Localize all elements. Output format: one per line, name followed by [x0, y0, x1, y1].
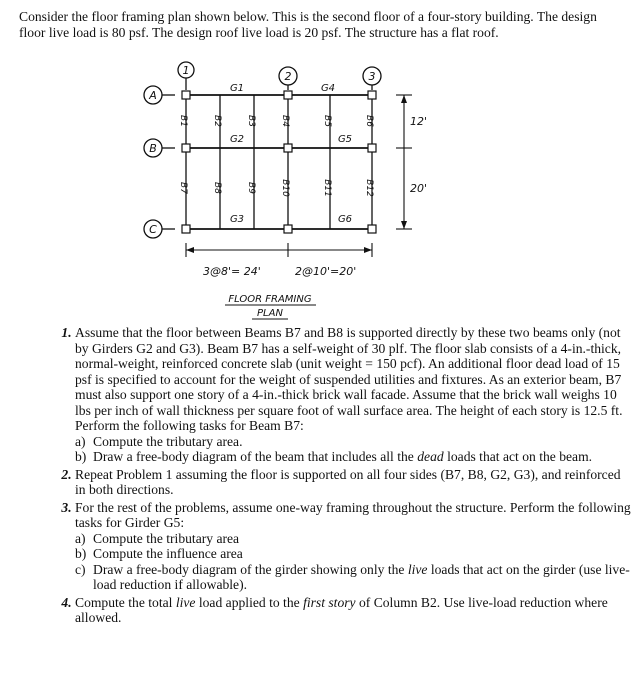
problem-2: [75, 467, 631, 498]
row-line-label-b: B: [149, 142, 157, 155]
dim-12ft: 12': [410, 115, 428, 128]
girder-label-g4: G4: [320, 83, 336, 94]
beam-label-b11: B11: [322, 179, 332, 197]
column-line-label-1: 1: [182, 64, 190, 77]
girder-label-g1: G1: [229, 83, 245, 94]
column-line-label-3: 3: [368, 70, 376, 83]
beam-label-b12: B12: [364, 179, 374, 197]
problem-3-text: For the rest of the problems, assume one-way framing throughout the structure. Perform the following tasks for Girder G5:: [75, 499, 631, 530]
beam-label-b9: B9: [246, 182, 256, 194]
plan-title-line2: PLAN: [257, 308, 283, 319]
dim-2-at-10ft: 2@10'=20': [295, 265, 357, 278]
problem-1: [75, 325, 631, 465]
plan-title-line1: FLOOR FRAMING: [228, 294, 312, 305]
problem-1b: b) Draw a free-body diagram of the beam that includes all the dead loads that act on the beam.: [75, 449, 593, 464]
beam-label-b4: B4: [280, 115, 290, 127]
beam-label-b3: B3: [246, 115, 256, 127]
row-line-label-a: A: [149, 89, 157, 102]
dim-20ft: 20': [410, 182, 428, 195]
beam-label-b8: B8: [212, 182, 222, 194]
beam-label-b7: B7: [178, 182, 188, 194]
problem-4: 4. Compute the total live load applied to the first story of Column B2. Use live-load reduction where allowed.: [75, 595, 631, 626]
girder-label-g5: G5: [337, 134, 353, 145]
problem-3b: b) Compute the influence area: [75, 546, 243, 561]
problem-3c: c) Draw a free-body diagram of the girder showing only the live loads that act on the girder (use live-load reduction if allowable).: [75, 561, 630, 592]
floor-framing-plan: [0, 0, 607, 330]
beam-label-b2: B2: [212, 115, 222, 127]
beam-label-b6: B6: [364, 115, 374, 127]
problem-2-text: Repeat Problem 1 assuming the floor is supported on all four sides (B7, B8, G2, G3), and reinforced in both directions.: [75, 466, 621, 497]
beam-label-b5: B5: [322, 115, 332, 127]
girder-label-g2: G2: [229, 134, 245, 145]
row-line-label-c: C: [149, 223, 157, 236]
intro-text: Consider the floor framing plan shown below. This is the second floor of a four-story building. The design floor live load is 80 psf. The design roof live load is 20 psf. The structure has a flat roof.: [19, 9, 597, 40]
problem-list: [42, 325, 631, 628]
beam-label-b1: B1: [178, 115, 188, 127]
problem-1-text: Assume that the floor between Beams B7 and B8 is supported directly by these two beams only (not by Girders G2 and G3). Beam B7 has a self-weight of 30 plf. The floor slab consists of a 4-in.-thick, normal-weight, reinforced concrete slab (unit weight = 150 pcf). An additional floor dead load of 15 psf is specified to account for the weight of suspended utilities and fixtures. As an exterior beam, B7 must also support one story of a 4-in.-thick brick wall facade. Assume that the brick wall weighs 10 lbs per inch of wall thickness per square foot of wall surface area. The height of each story is 12.5 ft. Perform the following tasks for Beam B7:: [75, 325, 623, 433]
beam-label-b10: B10: [280, 179, 290, 197]
girder-label-g3: G3: [229, 214, 245, 225]
dim-3-at-8ft: 3@8'= 24': [203, 265, 261, 278]
column-line-label-2: 2: [284, 70, 292, 83]
problem-3a: a) Compute the tributary area: [75, 530, 240, 546]
problem-1a: a) Compute the tributary area.: [75, 433, 243, 449]
problem-3: [75, 500, 631, 593]
girder-label-g6: G6: [337, 214, 353, 225]
